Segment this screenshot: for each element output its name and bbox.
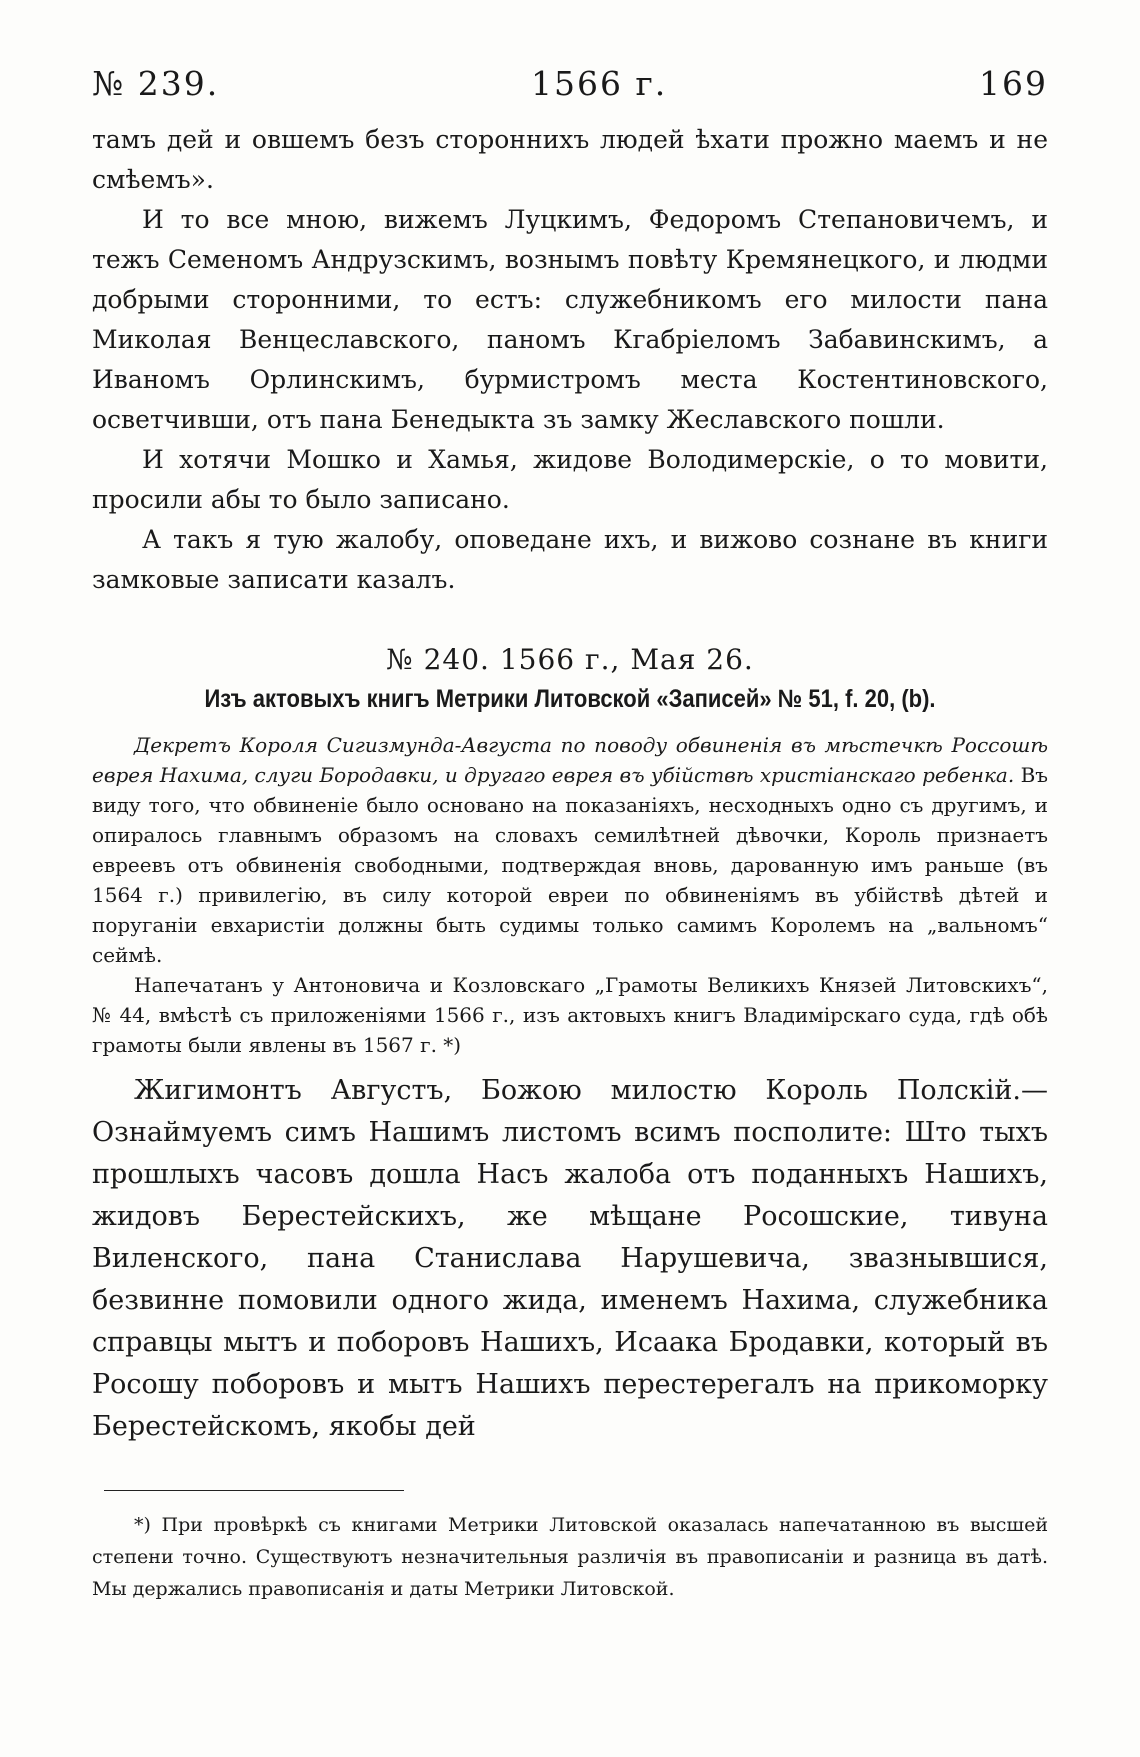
main-text — [92, 1070, 1048, 1448]
summary-title: Декретъ Короля Сигизмунда-Августа по поводу обвиненія въ мѣстечкѣ Россошѣ еврея Нахима, слуги Бородавки, и другаго еврея въ убійствѣ христіанскаго ребенка. — [92, 733, 1048, 787]
paragraph: И то все мною, вижемъ Луцкимъ, Федоромъ Степановичемъ, и тежъ Семеномъ Андрузскимъ, вознымъ повѣту Кремянецкого, и людми добрыми сторонними, то естъ: служебникомъ его милости пана Миколая Венцеславского, паномъ Кгабріеломъ Забавинскимъ, а Иваномъ Орлинскимъ, бурмистромъ места Костентиновского, осветчивши, отъ пана Бенедыкта зъ замку Жеславского пошли. — [92, 205, 1048, 434]
document-number: № 239. — [92, 64, 220, 103]
paragraph: А такъ я тую жалобу, оповедане ихъ, и вижово сознане въ книги замковые записати казалъ. — [92, 525, 1048, 594]
previous-document-text — [92, 120, 1048, 600]
summary-text: Въ виду того, что обвиненіе было основано на показаніяхъ, несходныхъ одно съ другимъ, и опиралось главнымъ образомъ на словахъ семилѣтней дѣвочки, Король признаетъ евреевъ отъ обвиненія свободными, подтверждая вновь, дарованную имъ раньше (въ 1564 г.) привилегію, въ силу которой евреи по обвиненіямъ въ убійствѣ дѣтей и поруганіи евхаристіи должны быть судимы только самимъ Королемъ на „вальномъ“ сеймѣ. — [92, 763, 1049, 967]
main-paragraph: Жигимонтъ Августъ, Божою милостю Король Полскій.—Ознаймуемъ симъ Нашимъ листомъ всимъ посполите: Што тыхъ прошлыхъ часовъ дошла Насъ жалоба отъ поданныхъ Нашихъ, жидовъ Берестейскихъ, же мѣщане Росошские, тивуна Виленского, пана Станислава Нарушевича, звазнывшися, безвинне помовили одного жида, именемъ Нахима, служебника справцы мытъ и поборовъ Нашихъ, Исаака Бродавки, который въ Росошу поборовъ и мытъ Нашихъ перестерегалъ на прикоморку Берестейскомъ, якобы дей — [92, 1075, 1048, 1442]
header-year: 1566 г. — [530, 64, 668, 103]
footnote-text: *) При провѣркѣ съ книгами Метрики Литовской оказалась напечатанною въ высшей степени точно. Существуютъ незначительныя различія въ правописаніи и разница въ датѣ. Мы держались правописанія и даты Метрики Литовской. — [92, 1514, 1048, 1600]
page-header — [92, 64, 1048, 120]
document-source: Изъ актовыхъ книгъ Метрики Литовской «Записей» № 51, f. 20, (b). — [204, 685, 936, 713]
footnote-divider — [104, 1490, 404, 1491]
publication-note — [92, 970, 1048, 1060]
publication-note-text: Напечатанъ у Антоновича и Козловскаго „Грамоты Великихъ Князей Литовскихъ“, № 44, вмѣстѣ съ приложеніями 1566 г., изъ актовыхъ книгъ Владимірскаго суда, гдѣ обѣ грамоты были явлены въ 1567 г. *) — [92, 973, 1048, 1057]
document-summary — [92, 730, 1048, 970]
paragraph: тамъ дей и овшемъ безъ стороннихъ людей ѣхати прожно маемъ и не смѣемъ». — [92, 125, 1048, 194]
paragraph: И хотячи Мошко и Хамья, жидове Володимерскіе, о то мовити, просили абы то было записано. — [92, 445, 1048, 514]
page-number: 169 — [979, 64, 1048, 103]
document-heading: № 240. 1566 г., Мая 26. — [386, 643, 754, 676]
footnote — [92, 1509, 1048, 1605]
